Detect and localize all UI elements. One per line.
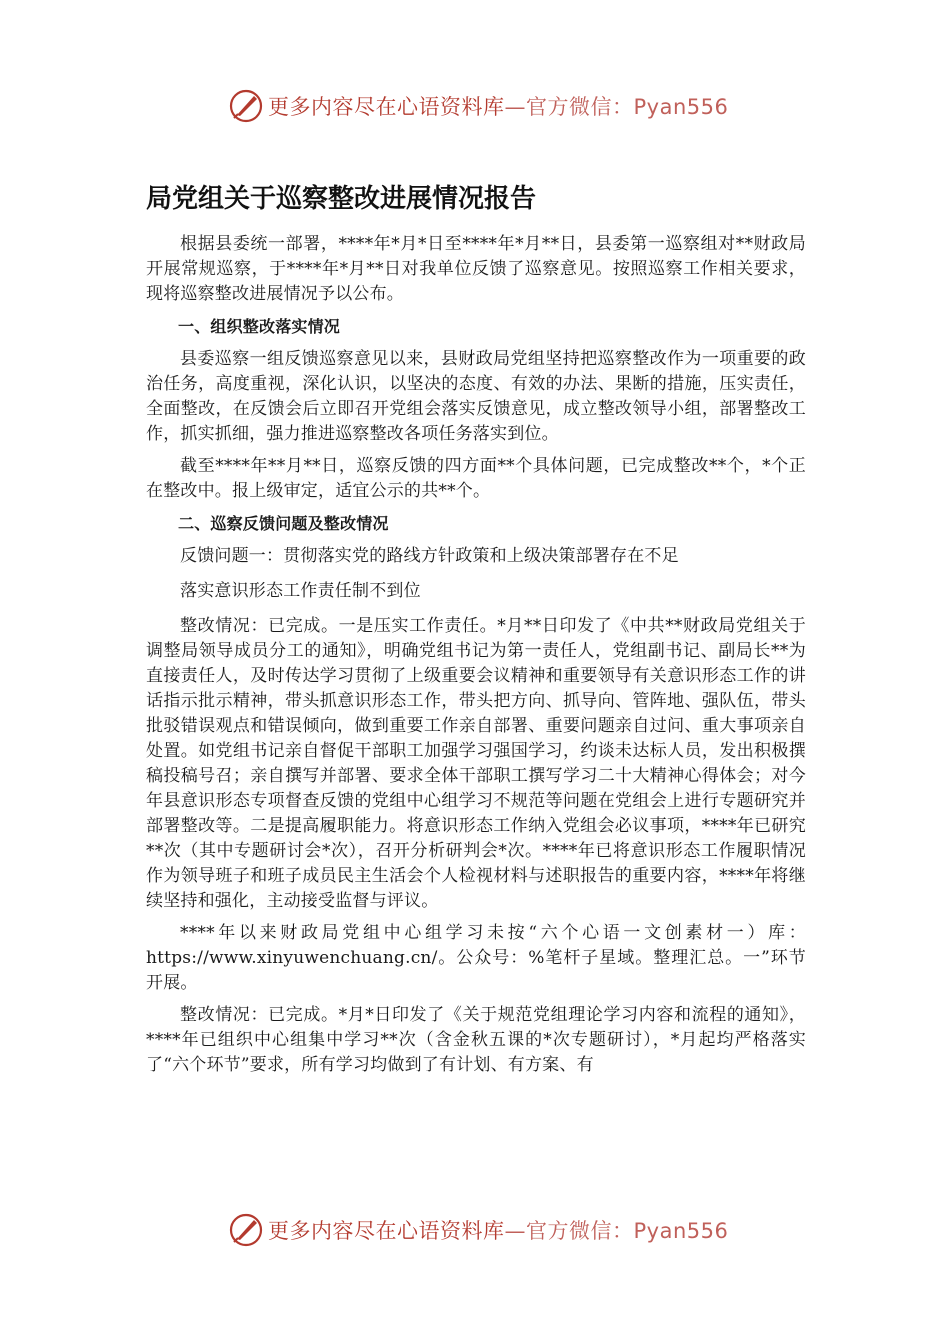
section-heading-1: 一、组织整改落实情况 bbox=[178, 317, 341, 336]
section-heading-2: 二、巡察反馈问题及整改情况 bbox=[178, 514, 389, 533]
banner-text: 更多内容尽在心语资料库—官方微信：Pyan556 bbox=[268, 1219, 729, 1243]
document-title: 局党组关于巡察整改进展情况报告 bbox=[146, 184, 537, 214]
quill-logo-icon bbox=[228, 1212, 264, 1248]
banner-text: 更多内容尽在心语资料库—官方微信：Pyan556 bbox=[268, 95, 729, 119]
footer-watermark-banner bbox=[228, 1210, 728, 1250]
body-paragraph: 截至****年**月**日，巡察反馈的四方面**个具体问题，已完成整改**个，*个正在整改中。报上级审定，适宜公示的共**个。 bbox=[146, 456, 806, 501]
quill-logo-icon bbox=[228, 88, 264, 124]
body-paragraph: 整改情况：已完成。一是压实工作责任。*月**日印发了《中共**财政局党组关于调整局领导成员分工的通知》，明确党组书记为第一责任人，党组副书记、副局长**为直接责任人，及时传达学习贯彻了上级重要会议精神和重要领导有关意识形态工作的讲话指示批示精神，带头抓意识形态工作，带头把方向、抓导向、管阵地、强队伍，带头批驳错误观点和错误倾向，做到重要工作亲自部署、重要问题亲自过问、重大事项亲自处置。如党组书记亲自督促干部职工加强学习强国学习，约谈未达标人员，发出积极撰稿投稿号召；亲自撰写并部署、要求全体干部职工撰写学习二十大精神心得体会；对今年县意识形态专项督查反馈的党组中心组学习不规范等问题在党组会上进行专题研究并部署整改等。二是提高履职能力。将意识形态工作纳入党组会必议事项，****年已研究**次（其中专题研讨会*次），召开分析研判会*次。****年已将意识形态工作履职情况作为领导班子和班子成员民主生活会个人检视材料与述职报告的重要内容，****年将继续坚持和强化，主动接受监督与评议。 bbox=[146, 616, 806, 911]
intro-paragraph: 根据县委统一部署，****年*月*日至****年*月**日，县委第一巡察组对**财政局开展常规巡察，于****年*月**日对我单位反馈了巡察意见。按照巡察工作相关要求，现将巡察整改进展情况予以公布。 bbox=[146, 234, 806, 304]
body-paragraph: 县委巡察一组反馈巡察意见以来，县财政局党组坚持把巡察整改作为一项重要的政治任务，高度重视，深化认识，以坚决的态度、有效的办法、果断的措施，压实责任，全面整改，在反馈会后立即召开党组会落实反馈意见，成立整改领导小组，部署整改工作，抓实抓细，强力推进巡察整改各项任务落实到位。 bbox=[146, 349, 806, 444]
body-paragraph: 整改情况：已完成。*月*日印发了《关于规范党组理论学习内容和流程的通知》，****年已组织中心组集中学习**次（含金秋五课的*次专题研讨），*月起均严格落实了“六个环节”要求，所有学习均做到了有计划、有方案、有 bbox=[146, 1005, 806, 1075]
document-body bbox=[146, 232, 806, 1078]
body-paragraph: ****年以来财政局党组中心组学习未按“六个心语一文创素材一）库：https://www.xinyuwenchuang.cn/。公众号：%笔杆子星域。整理汇总。一”环节开展。 bbox=[146, 923, 806, 993]
issue-title: 反馈问题一：贯彻落实党的路线方针政策和上级决策部署存在不足 bbox=[180, 546, 679, 566]
issue-subtitle: 落实意识形态工作责任制不到位 bbox=[180, 581, 421, 601]
header-watermark-banner bbox=[228, 86, 728, 126]
